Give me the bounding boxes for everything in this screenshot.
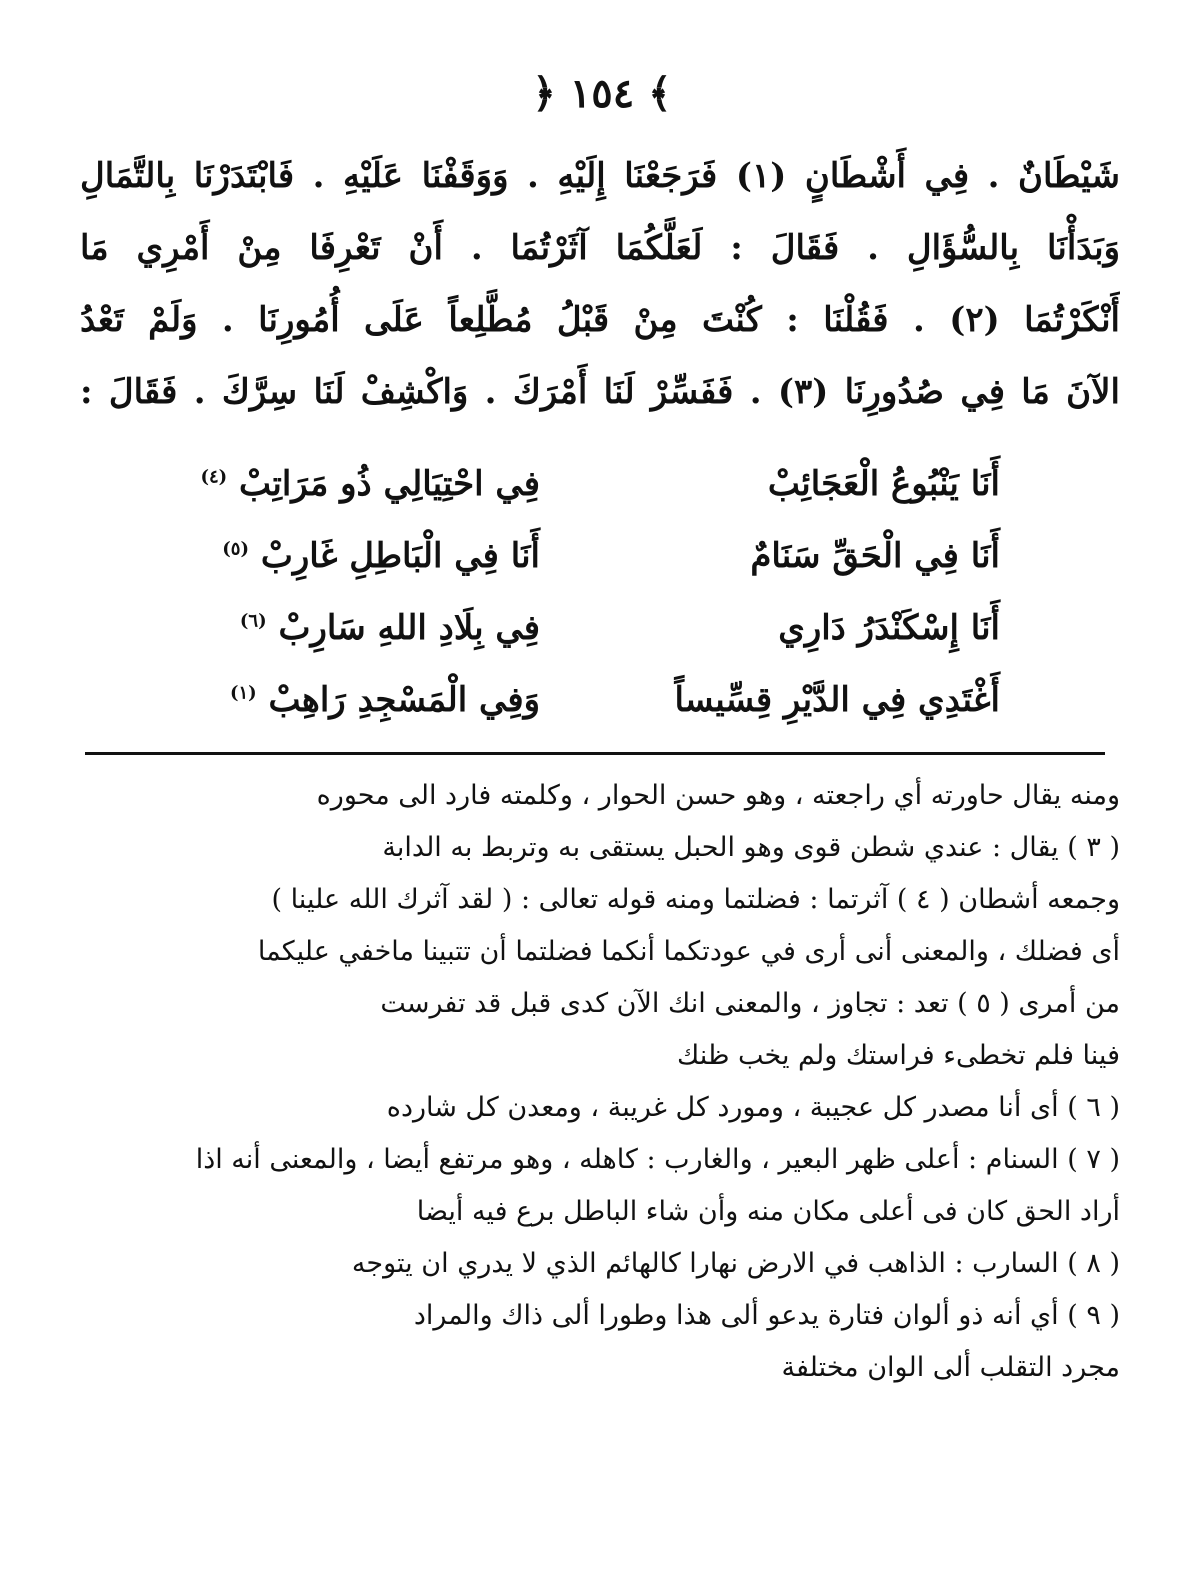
prose-line: الآنَ مَا فِي صُدُورِنَا (٣) . فَفَسِّرْ لَنَا أَمْرَكَ . وَاكْشِفْ لَنَا سِرَّكَ . فَقَالَ : bbox=[80, 372, 1120, 412]
footnote-divider bbox=[85, 752, 1105, 755]
footnote-line: ( ٧ ) السنام : أعلى ظهر البعير ، والغارب : كاهله ، وهو مرتفع أيضا ، والمعنى أنه اذا bbox=[195, 1144, 1120, 1175]
footnote-line: ( ٩ ) أي أنه ذو ألوان فتارة يدعو ألى هذا وطورا ألى ذاك والمراد bbox=[413, 1300, 1120, 1331]
footnote-line: مجرد التقلب ألى الوان مختلفة bbox=[781, 1352, 1120, 1383]
poem-verse bbox=[120, 592, 1000, 664]
footnote-line: أى فضلك ، والمعنى أنى أرى في عودتكما أنكما فضلتما أن تتبينا ماخفي عليكما bbox=[257, 936, 1120, 967]
verse-first-hemistich: أَنَا فِي الْحَقِّ سَنَامٌ bbox=[750, 536, 1000, 576]
poem-verse bbox=[120, 520, 1000, 592]
footnote-marker: (٦) bbox=[239, 610, 267, 632]
footnote-line: ( ٦ ) أى أنا مصدر كل عجيبة ، ومورد كل غريبة ، ومعدن كل شارده bbox=[386, 1092, 1120, 1123]
footnote-line: فينا فلم تخطىء فراستك ولم يخب ظنك bbox=[677, 1040, 1120, 1071]
footnote-line: أراد الحق كان فى أعلى مكان منه وأن شاء الباطل برع فيه أيضا bbox=[416, 1196, 1120, 1227]
footnote-line: وجمعه أشطان ( ٤ ) آثرتما : فضلتما ومنه قوله تعالى : ( لقد آثرك الله علينا ) bbox=[271, 884, 1120, 915]
verse-second-text: أَنَا فِي الْبَاطِلِ غَارِبْ bbox=[260, 536, 540, 576]
verse-first-hemistich: أَنَا يَنْبُوعُ الْعَجَائِبْ bbox=[767, 464, 1000, 504]
verse-second-hemistich bbox=[120, 536, 540, 576]
verse-second-text: فِي احْتِيَالِي ذُو مَرَاتِبْ bbox=[239, 464, 540, 504]
verse-second-hemistich bbox=[120, 608, 540, 648]
poem-verse bbox=[120, 664, 1000, 736]
footnote-marker: (١) bbox=[229, 682, 257, 704]
footnote-line: من أمرى ( ٥ ) تعد : تجاوز ، والمعنى انك الآن كدى قبل قد تفرست bbox=[380, 988, 1120, 1019]
verse-second-text: فِي بِلَادِ اللهِ سَارِبْ bbox=[278, 608, 540, 648]
footnote-marker: (٤) bbox=[200, 466, 228, 488]
verse-second-hemistich bbox=[120, 680, 540, 720]
footnote-line: ( ٣ ) يقال : عندي شطن قوى وهو الحبل يستقى به وتربط به الدابة bbox=[382, 832, 1120, 863]
verse-second-hemistich bbox=[120, 464, 540, 504]
page-number: ﴿ ١٥٤ ﴾ bbox=[532, 70, 672, 117]
verse-first-hemistich: أَنَا إِسْكَنْدَرُ دَارِي bbox=[778, 608, 1000, 648]
verse-second-text: وَفِي الْمَسْجِدِ رَاهِبْ bbox=[268, 680, 540, 720]
prose-line: شَيْطَانٌ . فِي أَشْطَانٍ (١) فَرَجَعْنَا إِلَيْهِ . وَوَقَفْنَا عَلَيْهِ . فَابْتَدَرْنَا بِالتَّمَالِ bbox=[80, 156, 1120, 196]
footnote-marker: (٥) bbox=[222, 538, 249, 560]
footnotes bbox=[80, 770, 1120, 1394]
prose-line: أَنْكَرْتُمَا (٢) . فَقُلْنَا : كُنْتَ مِنْ قَبْلُ مُطَّلِعاً عَلَى أُمُورِنَا . وَلَمْ تَعْدُ bbox=[80, 300, 1120, 340]
prose-body bbox=[80, 140, 1120, 428]
verse-first-hemistich: أَغْتَدِي فِي الدَّيْرِ قِسِّيساً bbox=[674, 680, 1000, 720]
poem bbox=[120, 448, 1000, 736]
footnote-line: ومنه يقال حاورته أي راجعته ، وهو حسن الحوار ، وكلمته فارد الى محوره bbox=[316, 780, 1120, 811]
footnote-line: ( ٨ ) السارب : الذاهب في الارض نهارا كالهائم الذي لا يدري ان يتوجه bbox=[351, 1248, 1120, 1279]
poem-verse bbox=[120, 448, 1000, 520]
prose-line: وَبَدَأْنَا بِالسُّؤَالِ . فَقَالَ : لَعَلَّكُمَا آثَرْتُمَا . أَنْ تَعْرِفَا مِنْ أَمْرِي مَا bbox=[80, 228, 1120, 268]
